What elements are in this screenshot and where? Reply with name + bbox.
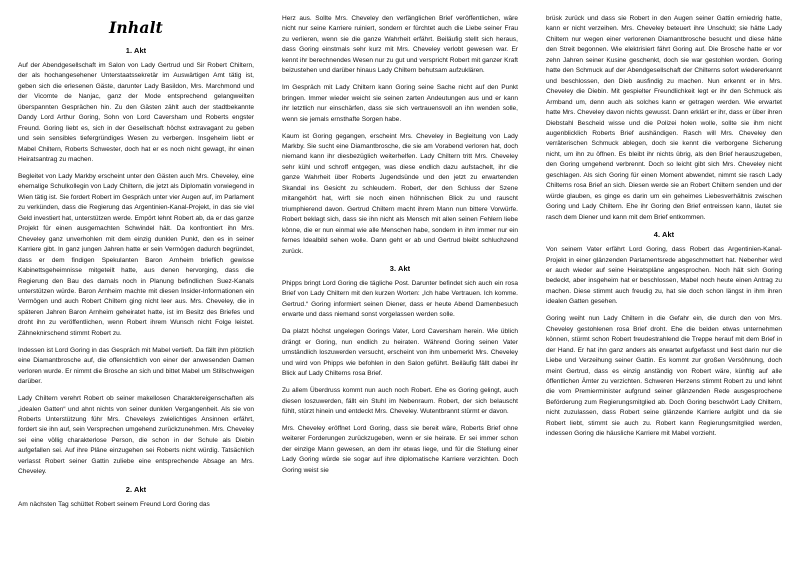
paragraph: Herz aus. Sollte Mrs. Cheveley den verfänglichen Brief veröffentlichen, wäre nicht nur seine Karriere ruiniert, sondern er fürchtet auch die Liebe seiner Frau zu verlieren, wenn sie die ganze Wahrheit erfährt. Beiläufig stellt sich heraus, dass Goring einstmals sehr kurz mit Mrs. Cheveley verlobt gewesen war. Er kennt ihr berechnendes Wesen nur zu gut und verspricht Robert mit ganzer Kraft beizustehen und darüber hinaus Lady Chiltern behutsam aufzuklären.: [282, 15, 518, 75]
page-title: Inhalt: [108, 18, 164, 37]
paragraph: Von seinem Vater erfährt Lord Goring, dass Robert das Argentinien-Kanal-Projekt in einer glänzenden Parlamentsrede abgeschmettert hat. Nebenher wird er auch wieder auf seine Heiratspläne angesprochen. Noch hält sich Goring bedeckt, aber insgeheim hat er beschlossen, Mabel noch heute einen Antrag zu machen. Diese stimmt auch freudig zu, hat sie doch schon längst in ihm ihren idealen Gatten gesehen.: [546, 246, 782, 306]
paragraph: Phipps bringt Lord Goring die tägliche Post. Darunter befindet sich auch ein rosa Brief von Lady Chiltern mit den kurzen Worten: „Ich habe Vertrauen. Ich komme. Gertrud.“ Goring informiert seinen Diener, dass er heute Abend Damenbesuch erwarte und dass niemand sonst vorgelassen werden solle.: [282, 279, 518, 319]
paragraph: Goring weiht nun Lady Chiltern in die Gefahr ein, die durch den von Mrs. Cheveley gestohlenen rosa Brief droht. Ehe die beiden etwas unternehmen können, stürmt schon Robert freudestrahlend die Treppe herauf mit dem Brief in der Hand. Er hat ihn ganz anders als erwartet aufgefasst und liest darin nur die Liebe und Verzeihung seiner Gattin. Es kommt zur großen Versöhnung, doch meint Gertrud, dass es einzig anständig von Robert wäre, künftig auf alle öffentlichen Ämter zu verzichten. Schweren Herzens stimmt Robert zu und lehnt die vom Premierminister aufgrund seiner glänzenden Rede ausgesprochene Beförderung zum Regierungsmitglied ab. Doch Goring beschwört Lady Chiltern, nicht zuzulassen, dass Robert seine glänzende Karriere aufgibt und da sie Robert liebt, stimmt sie auch zu. Robert kann Regierungsmitglied werden, indessen Goring die häusliche Karriere mit Mabel vorzieht.: [546, 315, 782, 438]
paragraph: Im Gespräch mit Lady Chiltern kann Goring seine Sache nicht auf den Punkt bringen. Immer wieder weicht sie seinen zarten Andeutungen aus und er kann ihr letztlich nur einschärfen, dass sie sich vertrauensvoll an ihn wenden solle, wenn sie jemals ernsthafte Sorgen habe.: [282, 84, 518, 123]
paragraph: Lady Chiltern verehrt Robert ob seiner makellosen Charaktereigenschaften als „idealen Gatten“ und ahnt nichts von seiner dunklen Vergangenheit. Als sie von Roberts Unterstützung führ Mrs. Cheveleys zwielichtiges Ansinnen erfährt, fordert sie ihn auf, sein Versprechen umgehend zurückzunehmen. Mrs. Cheveley sei eine völlig charakterlose Person, die schon in der Schule als Diebin aufgefallen sei. Auf ihre Pläne einzugehen sei Roberts nicht würdig. Tatsächlich verlasst Robert seiner Gattin zuliebe eine entsprechende Absage an Mrs. Cheveley.: [18, 395, 254, 476]
paragraph: brüsk zurück und dass sie Robert in den Augen seiner Gattin erniedrig hatte, kann er nicht verzeihen. Mrs. Cheveley beteuert ihre Unschuld; sie hätte Lady Chiltern nur wegen einer verlorenen Diamantbrosche besucht und diese hätte den Streit begonnen. Wie elektrisiert fährt Goring auf. Die Brosche hatte er vor zehn Jahren seiner Kusine geschenkt, doch sie war gestohlen worden. Goring hatte den Schmuck auf der Abendgesellschaft der Chilterns sofort wiedererkannt und beschlossen, den Dieb ausfindig zu machen. Nun erkennt er in Mrs. Cheveley die Diebin. Mit gespielter Freundlichkeit legt er ihr den Schmuck als Armband um, denn auch als solches kann er getragen werden. Wie erwartet hatte Mrs. Cheveley davon nichts gewusst. Dann erklärt er ihr, dass er über ihren Diebstahl Bescheid wisse und die Polizei holen wolle, sollte sie ihm nicht augenblicklich Roberts Brief aushändigen. Rasch will Mrs. Cheveley den verräterischen Schmuck ablegen, doch sie kennt die verborgene Sicherung nicht, um ihn zu öffnen. Es bleibt ihr nichts übrig, als den Brief herauszugeben, den Goring umgehend verbrennt. Doch so leicht gibt sich Mrs. Cheveley nicht geschlagen. Als sich Goring für einen Moment abwendet, nimmt sie rasch Lady Chilterns rosa Brief an sich. Diesen werde sie an Robert Chiltern senden und der würde glauben, es ginge es darin um ein geheimes Liebesverhältnis zwischen Goring und Lady Chiltern. Ehe ihr Goring den Brief entreissen kann, läutet sie rasch dem Diener und kann mit dem Brief entkommen.: [546, 15, 783, 221]
paragraph: Zu allem Überdruss kommt nun auch noch Robert. Ehe es Goring gelingt, auch diesen loszuwerden, fällt ein Stuhl im Nebenraum. Robert, der sich belauscht fühlt, stürzt hinein und entdeckt Mrs. Cheveley. Wutentbrannt stürmt er davon.: [282, 387, 518, 415]
paragraph: Auf der Abendgesellschaft im Salon von Lady Gertrud und Sir Robert Chiltern, der als hochangesehener Unterstaatssekretär im Auswärtigen Amt tätig ist, geben sich die erlesenen Gäste, darunter Lady Basildon, Mrs. Marchmond und der Vicomte de Nanjac, ganz der Mode entsprechend gelangweilten überspannten Gesprächen hin. Zu den Gästen zählt auch der stadtbekannte Dandy Lord Arthur Goring, Sohn von Lord Caversham und Roberts engster Freund. Goring liebt es, sich in der Gesellschaft höchst extravagant zu geben und sein sensibles tiefergründiges Wesen zu verbergen. Insgeheim liebt er Mabel Chiltern, Roberts Schwester, doch hat er es noch nicht gewagt, ihr einen Heiratsantrag zu machen.: [18, 62, 254, 164]
paragraph: Mrs. Cheveley eröffnet Lord Goring, dass sie bereit wäre, Roberts Brief ohne weiterer Forderungen zurückzugeben, wenn er sie heirate. Er sei immer schon der einzige Mann gewesen, an dem ihr etwas liege, und für die Stellung einer Lady Goring würde sie sogar auf ihre diplomatische Karriere verzichten. Doch Goring weist sie: [282, 424, 518, 474]
text-column-3: [546, 14, 782, 560]
paragraph: Kaum ist Goring gegangen, erscheint Mrs. Cheveley in Begleitung von Lady Markby. Sie sucht eine Diamantbrosche, die sie am Vorabend verloren hat, doch niemand kann ihr diesbezüglich weiterhelfen. Lady Chiltern tritt Mrs. Cheveley sehr kühl und schroff entgegen, was diese endlich dazu aufstachelt, ihr die ganze Wahrheit über Roberts Jugendsünde und den jetzt zu erwartenden Skandal ins Gesicht zu schleudern. Robert, der den Schluss der Szene mitangehört hat, wirft sie noch einen höhnischen Blick zu und rauscht triumphierend davon. Gertrud Chiltern macht ihrem Mann nun bittere Vorwürfe. Robert beklagt sich, dass sie ihn nicht als Mensch mit allen seinen Fehlern liebe könne, die er nun einmal wie alle Menschen habe, sondern in ihm immer nur ein fernes Idealbild sehen wolle. Dann geht er ab und Gertrud bleibt schluchzend zurück.: [282, 132, 518, 255]
column-layout: [18, 14, 782, 560]
act-heading-3: 3. Akt: [389, 263, 411, 273]
act-heading-1: 1. Akt: [125, 46, 147, 55]
paragraph: Da platzt höchst ungelegen Gorings Vater, Lord Caversham herein. Wie üblich drängt er Goring, nun endlich zu heiraten. Während Goring seinen Vater umständlich loszuwerden versucht, erscheint von ihm unbemerkt Mrs. Cheveley und wird von Phipps wie befohlen in den Salon geführt. Beiläufig fällt dabei ihr Blick auf Lady Chilterns rosa Brief.: [282, 328, 518, 378]
act-heading-2: 2. Akt: [125, 484, 147, 494]
paragraph: Am nächsten Tag schüttet Robert seinem Freund Lord Goring das: [18, 500, 210, 508]
text-column-2: [282, 14, 518, 560]
act-heading-4: 4. Akt: [653, 230, 675, 240]
paragraph: Begleitet von Lady Markby erscheint unter den Gästen auch Mrs. Cheveley, eine ehemalige Schulkollegin von Lady Chiltern, die jetzt als Diplomatin vorwiegend in Wien tätig ist. Sie fordert Robert im Gespräch unter vier Augen auf, im Parlament zu verkünden, dass die Regierung das Argentinien-Kanal-Projekt, in das sie viel Geld investiert hat, unterstützen werde. Empört lehnt Robert ab, da er das ganze Projekt für einen ausgemachten Schwindel hält. Da konfrontiert ihn Mrs. Cheveley ganz unverhohlen mit dem einzig dunklen Punkt, den es in seiner Karriere gibt. In ganz jungen Jahren hatte er sein Vermögen dadurch begründet, dass er dem findigen Spekulanten Baron Arnheim brieflich gewisse Kabinettsgeheimnisse mitgeteilt hatte, aus denen hervorging, dass die Regierung den Bau des damals noch in Planung befindlichen Suez-Kanals unterstützen würde. Baron Arnheim machte mit diesen Insider-Informationen ein Vermögen und auch Robert Chiltern ging nicht leer aus. Mrs. Cheveley, die in späteren Jahren Baron Arnheim geheiratet hatte, ist im Besitz des Briefes und droht ihn zu veröffentlichen, wenn Robert ihrem Wunsch nicht Folge leistet. Zähneknirschend stimmt Robert zu.: [18, 173, 254, 337]
paragraph: Indessen ist Lord Goring in das Gespräch mit Mabel vertieft. Da fällt ihm plötzlich eine Diamantbrosche auf, die offensichtlich von einer der anwesenden Damen verloren wurde. Er nimmt die Brosche an sich und bittet Mabel um Stillschweigen darüber.: [18, 346, 254, 386]
text-column-1: [18, 14, 254, 560]
